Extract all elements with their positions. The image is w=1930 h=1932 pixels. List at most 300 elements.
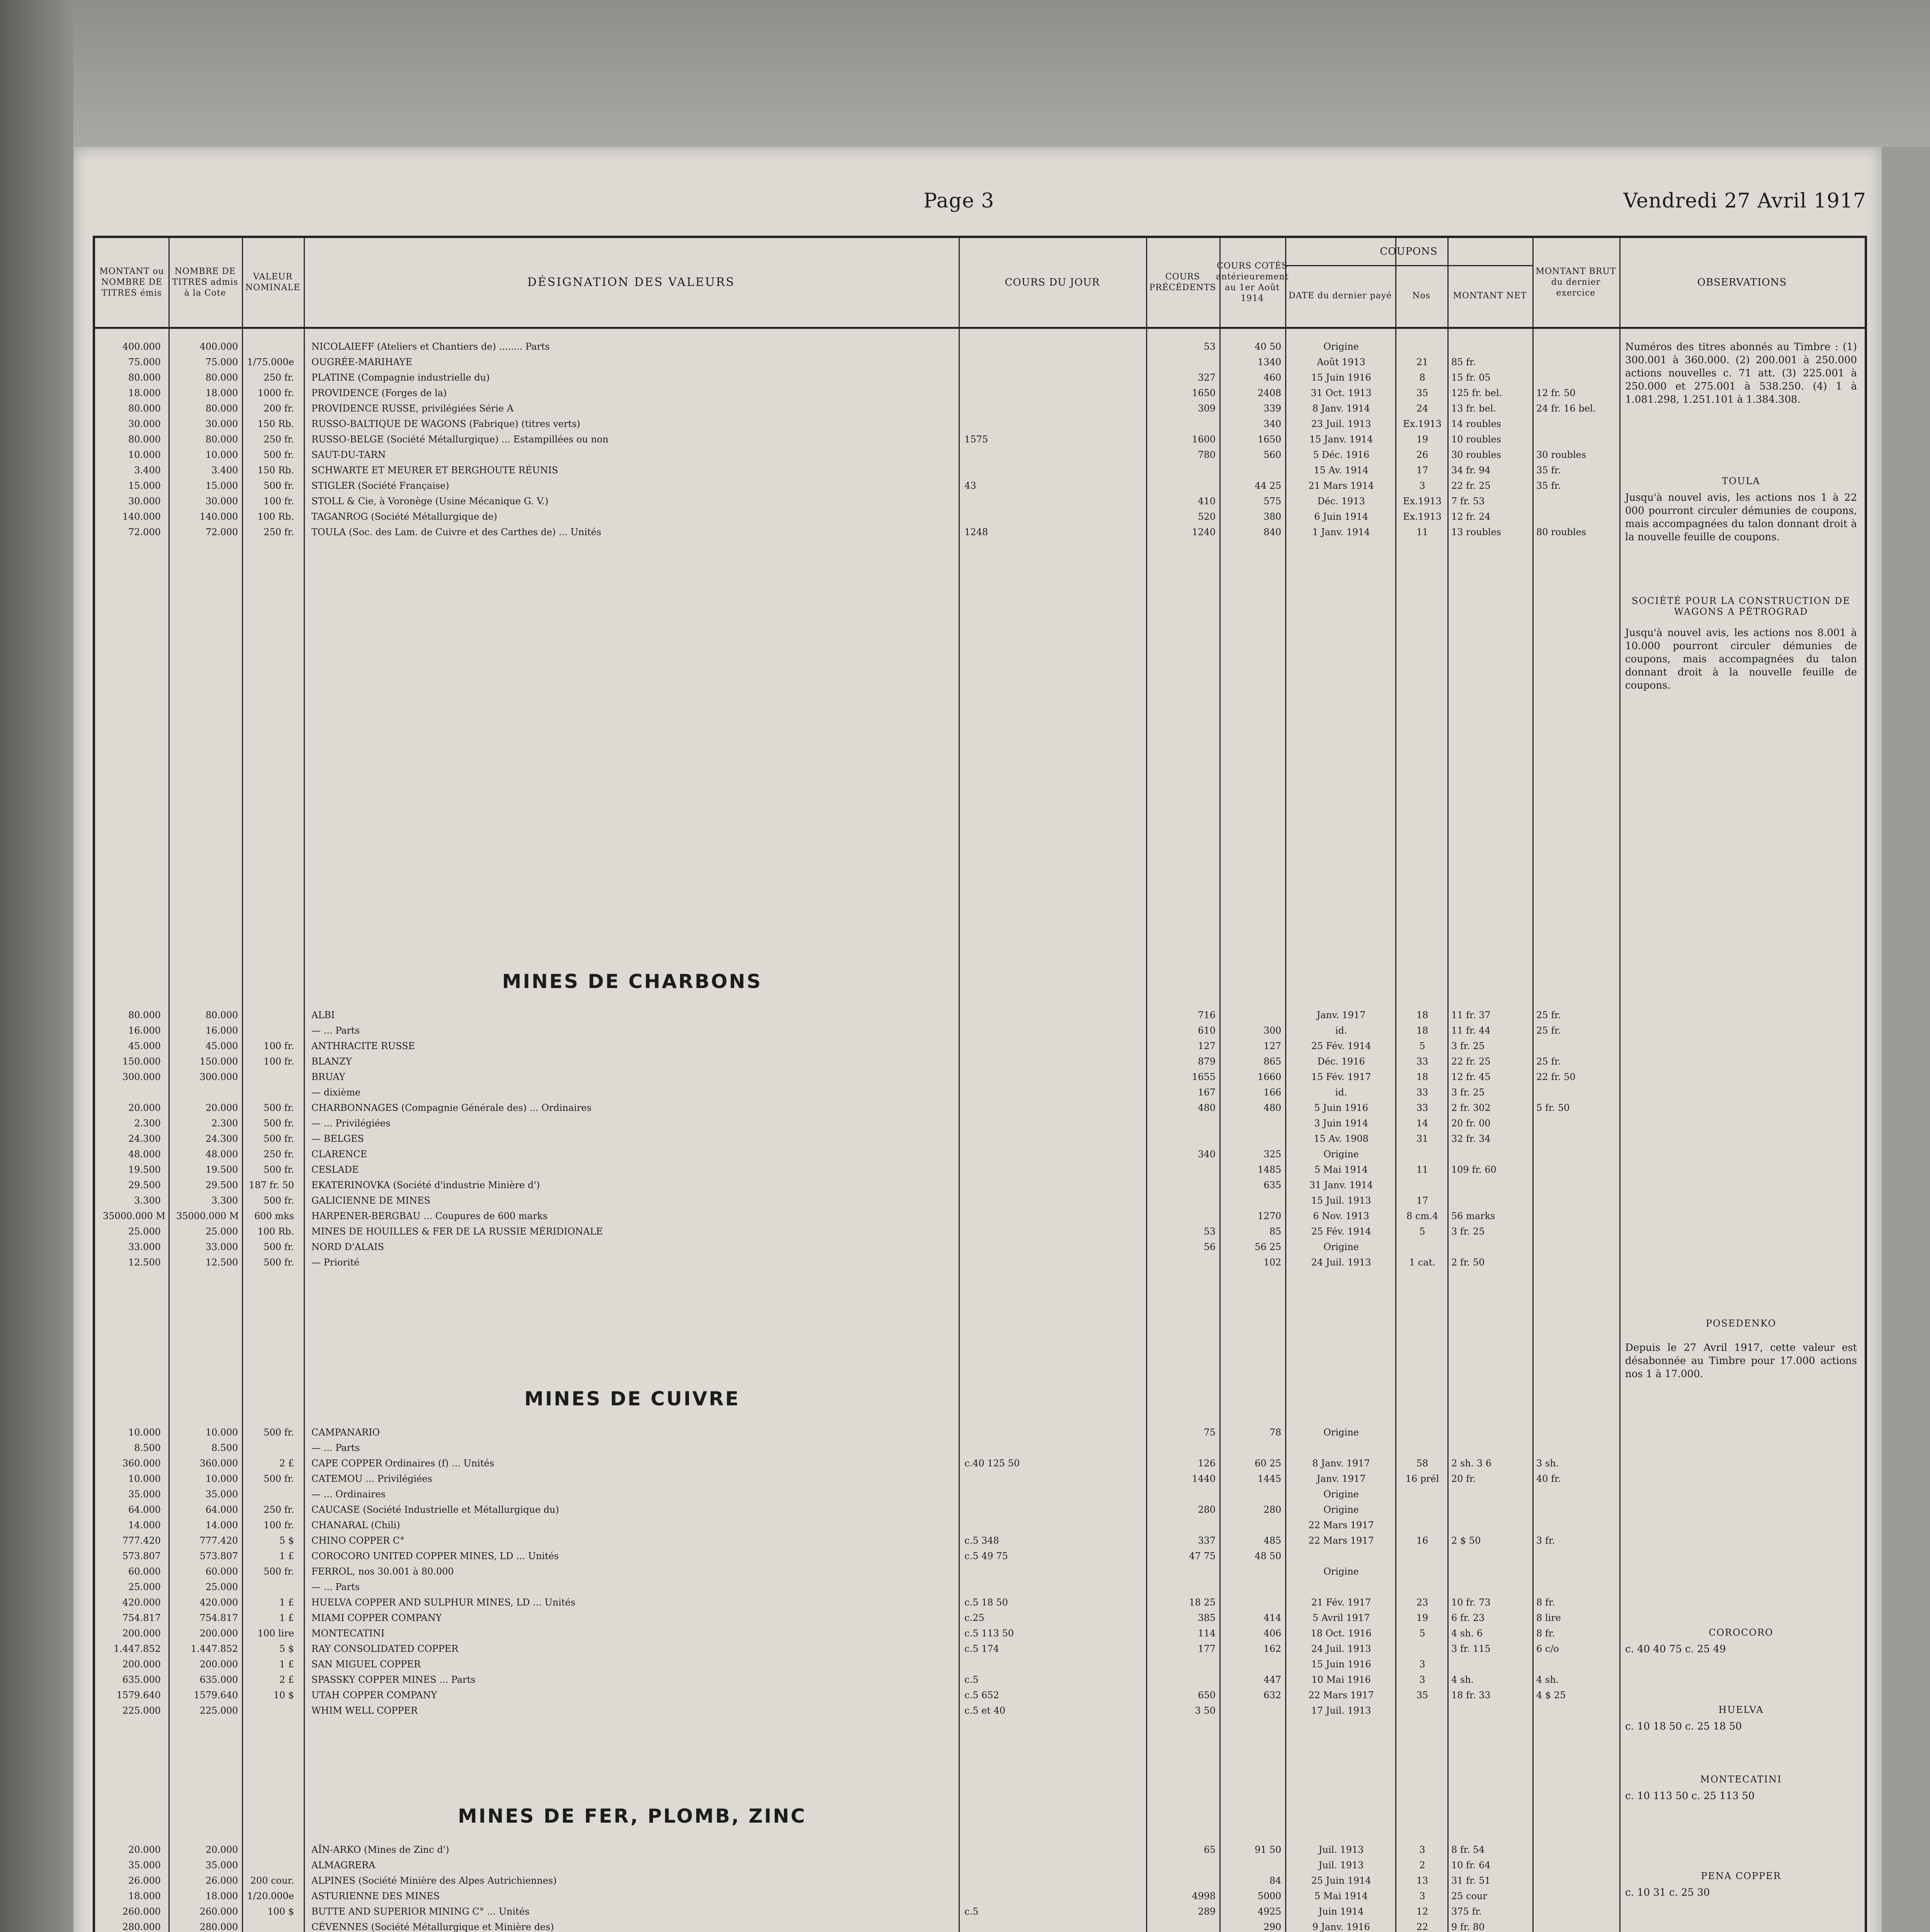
cell-des: EKATERINOVKA (Société d'industrie Minière d'): [311, 1180, 540, 1190]
cell-aout: 632: [1263, 1690, 1281, 1701]
cell-des: ALPINES (Société Minière des Alpes Autrichiennes): [311, 1875, 557, 1886]
cell-no: 23: [1416, 1597, 1428, 1608]
cell-nomb: 573.807: [199, 1551, 238, 1561]
cell-date: Juil. 1913: [1318, 1844, 1364, 1855]
cell-brut: 24 fr. 16 bel.: [1536, 403, 1596, 414]
cell-net: 34 fr. 94: [1451, 465, 1491, 476]
cell-mont: 18.000: [128, 388, 161, 398]
table-row: [95, 402, 1617, 415]
cell-des: HUELVA COPPER AND SULPHUR MINES, LD ... Unités: [311, 1597, 576, 1608]
table-row: [95, 1024, 1617, 1037]
cell-no: 3: [1419, 1891, 1425, 1901]
cell-aout: 406: [1263, 1628, 1281, 1639]
cell-des: CÉVENNES (Société Métallurgique et Minière des): [311, 1922, 554, 1932]
cell-nomb: 260.000: [199, 1906, 238, 1917]
issue-date: Vendredi 27 Avril 1917: [1623, 189, 1866, 213]
table-row: [95, 1040, 1617, 1052]
cell-nomb: 30.000: [206, 496, 238, 507]
cell-val: 500 fr.: [264, 1195, 294, 1206]
cell-date: Juil. 1913: [1318, 1860, 1364, 1871]
cell-des: PLATINE (Compagnie industrielle du): [311, 372, 490, 383]
cell-nomb: 20.000: [206, 1844, 238, 1855]
table-row: [95, 1890, 1617, 1902]
cell-val: 1/20.000e: [247, 1891, 294, 1901]
cell-des: RUSSO-BALTIQUE DE WAGONS (Fabrique) (titres verts): [311, 418, 580, 429]
cell-nomb: 10.000: [206, 1473, 238, 1484]
cell-nomb: 300.000: [199, 1071, 238, 1082]
cell-net: 4 sh.: [1451, 1674, 1474, 1685]
cell-aout: 447: [1263, 1674, 1281, 1685]
cell-mont: 60.000: [128, 1566, 161, 1577]
cell-des: STOLL & Cie, à Voronège (Usine Mécanique G. V.): [311, 496, 549, 507]
cell-date: 8 Janv. 1917: [1312, 1458, 1370, 1469]
cell-no: 18: [1416, 1025, 1428, 1036]
cell-nomb: 140.000: [199, 511, 238, 522]
cell-no: 18: [1416, 1010, 1428, 1020]
cell-prec: 127: [1198, 1041, 1216, 1051]
cell-brut: 25 fr.: [1536, 1025, 1561, 1036]
table-row: [95, 1241, 1617, 1253]
cell-des: HARPENER-BERGBAU ... Coupures de 600 marks: [311, 1211, 548, 1221]
cell-brut: 5 fr. 50: [1536, 1102, 1570, 1113]
cell-val: 1 £: [279, 1612, 294, 1623]
cell-no: 22: [1416, 1922, 1428, 1932]
cell-brut: 25 fr.: [1536, 1056, 1561, 1067]
cell-cours: c.40 125 50: [964, 1458, 1020, 1469]
cell-nomb: 80.000: [206, 372, 238, 383]
cell-prec: 177: [1198, 1643, 1216, 1654]
col-cours-aout: COURS COTÉS antérieurement au 1er Août 1914: [1216, 261, 1289, 303]
cell-date: 10 Mai 1916: [1311, 1674, 1371, 1685]
cell-mont: 29.500: [128, 1180, 161, 1190]
cell-aout: 91 50: [1255, 1844, 1281, 1855]
cell-nomb: 29.500: [206, 1180, 238, 1190]
cell-date: 31 Oct. 1913: [1311, 388, 1372, 398]
cell-mont: 25.000: [128, 1226, 161, 1237]
col-observations: OBSERVATIONS: [1697, 277, 1787, 288]
cell-prec: 340: [1198, 1149, 1216, 1160]
cell-nomb: 200.000: [199, 1659, 238, 1670]
cell-cours: c.5 49 75: [964, 1551, 1008, 1561]
cell-des: FERROL, nos 30.001 à 80.000: [311, 1566, 454, 1577]
cell-net: 125 fr. bel.: [1451, 388, 1502, 398]
cell-no: 35: [1416, 388, 1428, 398]
section-fer: MINES DE FER, PLOMB, ZINC: [458, 1805, 806, 1827]
cell-net: 11 fr. 44: [1451, 1025, 1491, 1036]
cell-mont: 1579.640: [116, 1690, 161, 1701]
table-row: [95, 510, 1617, 523]
cell-date: 9 Janv. 1916: [1312, 1922, 1370, 1932]
page-left-edge: [0, 0, 73, 1932]
cell-nomb: 14.000: [206, 1520, 238, 1531]
cell-no: 3: [1419, 1659, 1425, 1670]
cell-nomb: 19.500: [206, 1164, 238, 1175]
table-row: [95, 464, 1617, 476]
cell-net: 20 fr.: [1451, 1473, 1476, 1484]
cell-des: WHIM WELL COPPER: [311, 1705, 418, 1716]
cell-net: 13 roubles: [1451, 527, 1501, 537]
cell-mont: 10.000: [128, 1473, 161, 1484]
cell-mont: 635.000: [122, 1674, 161, 1685]
page-number: Page 3: [923, 189, 995, 213]
cell-mont: 80.000: [128, 434, 161, 445]
cell-nomb: 8.500: [211, 1442, 238, 1453]
cell-prec: 385: [1198, 1612, 1216, 1623]
cell-date: 25 Fév. 1914: [1311, 1226, 1371, 1237]
cell-brut: 35 fr.: [1536, 480, 1561, 491]
cell-aout: 280: [1263, 1504, 1281, 1515]
cell-val: 500 fr.: [264, 1566, 294, 1577]
cell-date: 6 Juin 1914: [1314, 511, 1368, 522]
cell-no: 5: [1419, 1628, 1425, 1639]
table-row: [95, 1473, 1617, 1485]
table-row: [95, 480, 1617, 492]
cell-des: COROCORO UNITED COPPER MINES, LD ... Unités: [311, 1551, 559, 1561]
cell-nomb: 45.000: [206, 1041, 238, 1051]
cell-val: 500 fr.: [264, 1118, 294, 1129]
cell-nomb: 200.000: [199, 1628, 238, 1639]
cell-cours: 1248: [964, 527, 988, 537]
cell-val: 500 fr.: [264, 1473, 294, 1484]
cell-date: Origine: [1323, 341, 1359, 352]
cell-mont: 35.000: [128, 1860, 161, 1871]
cell-prec: 53: [1204, 341, 1216, 352]
table-row: [95, 1565, 1617, 1578]
cell-date: Janv. 1917: [1316, 1473, 1366, 1484]
cell-prec: 1655: [1192, 1071, 1216, 1082]
cell-nomb: 80.000: [206, 403, 238, 414]
table-row: [95, 1519, 1617, 1531]
cell-net: 31 fr. 51: [1451, 1875, 1491, 1886]
cell-date: 23 Juil. 1913: [1311, 418, 1371, 429]
cell-mont: 2.300: [134, 1118, 161, 1129]
cell-net: 10 roubles: [1451, 434, 1501, 445]
cell-aout: 340: [1263, 418, 1281, 429]
table-row: [95, 1921, 1617, 1932]
cell-date: 25 Fév. 1914: [1311, 1041, 1371, 1051]
cell-aout: 480: [1263, 1102, 1281, 1113]
cell-net: 11 fr. 37: [1451, 1010, 1491, 1020]
cell-no: 5: [1419, 1226, 1425, 1237]
cell-date: 22 Mars 1917: [1308, 1690, 1374, 1701]
cell-cours: c.5: [964, 1906, 979, 1917]
table-row: [95, 1426, 1617, 1439]
cell-mont: 8.500: [134, 1442, 161, 1453]
cell-no: 17: [1416, 1195, 1428, 1206]
cell-prec: 18 25: [1189, 1597, 1216, 1608]
cell-nomb: 18.000: [206, 1891, 238, 1901]
cell-aout: 290: [1263, 1922, 1281, 1932]
cell-date: 15 Juil. 1913: [1311, 1195, 1371, 1206]
cell-aout: 5000: [1257, 1891, 1281, 1901]
cell-no: 19: [1416, 1612, 1428, 1623]
cell-des: CAUCASE (Société Industrielle et Métallurgique du): [311, 1504, 559, 1515]
cell-date: id.: [1335, 1025, 1347, 1036]
cell-net: 13 fr. bel.: [1451, 403, 1496, 414]
cell-val: 250 fr.: [264, 1149, 294, 1160]
running-head: [73, 189, 1882, 224]
table-row: [95, 1581, 1617, 1593]
table-row: [95, 1689, 1617, 1701]
col-coupon-no: Nos: [1412, 291, 1430, 301]
cell-net: 15 fr. 05: [1451, 372, 1491, 383]
cell-date: 15 Av. 1908: [1314, 1133, 1369, 1144]
cell-aout: 1340: [1257, 357, 1281, 367]
cell-no: 13: [1416, 1875, 1428, 1886]
cell-prec: 780: [1198, 449, 1216, 460]
cell-date: 15 Fév. 1917: [1311, 1071, 1371, 1082]
cell-val: 250 fr.: [264, 434, 294, 445]
cell-nomb: 10.000: [206, 1427, 238, 1438]
cell-no: 16: [1416, 1535, 1428, 1546]
table-row: [95, 1071, 1617, 1083]
obs-posedenko: Depuis le 27 Avril 1917, cette valeur est désabonnée au Timbre pour 17.000 actions nos 1 à 17.000.: [1625, 1342, 1857, 1380]
cell-prec: 879: [1198, 1056, 1216, 1067]
cell-cours: c.5: [964, 1674, 979, 1685]
cell-prec: 126: [1198, 1458, 1216, 1469]
cell-net: 30 roubles: [1451, 449, 1501, 460]
cell-val: 200 cour.: [250, 1875, 294, 1886]
cell-date: 5 Avril 1917: [1312, 1612, 1370, 1623]
cell-date: 31 Janv. 1914: [1309, 1180, 1373, 1190]
cell-nomb: 12.500: [206, 1257, 238, 1268]
table-row: [95, 1612, 1617, 1624]
table-row: [95, 1210, 1617, 1222]
cell-des: — ... Parts: [311, 1442, 360, 1453]
cell-aout: 85: [1269, 1226, 1281, 1237]
cell-des: SAN MIGUEL COPPER: [311, 1659, 421, 1670]
cell-nomb: 1.447.852: [190, 1643, 238, 1654]
cell-aout: 166: [1263, 1087, 1281, 1098]
cell-nomb: 25.000: [206, 1582, 238, 1592]
cell-brut: 30 roubles: [1536, 449, 1587, 460]
section-charbons: MINES DE CHARBONS: [502, 970, 762, 993]
cell-date: Août 1913: [1317, 357, 1365, 367]
col-cours-prec: COURS PRÉCÉDENTS: [1149, 272, 1216, 293]
cell-net: 85 fr.: [1451, 357, 1476, 367]
cell-aout: 460: [1263, 372, 1281, 383]
cell-no: 11: [1416, 527, 1428, 537]
cell-prec: 289: [1198, 1906, 1216, 1917]
cell-mont: 80.000: [128, 1010, 161, 1020]
cell-net: 12 fr. 45: [1451, 1071, 1491, 1082]
cell-brut: 40 fr.: [1536, 1473, 1561, 1484]
cell-no: 17: [1416, 465, 1428, 476]
cell-no: 14: [1416, 1118, 1428, 1129]
cell-mont: 16.000: [128, 1025, 161, 1036]
cell-aout: 1445: [1257, 1473, 1281, 1484]
cell-mont: 20.000: [128, 1844, 161, 1855]
obs-toula-head: TOULA: [1722, 476, 1760, 486]
cell-no: Ex.1913: [1403, 511, 1442, 522]
cell-val: 600 mks: [254, 1211, 294, 1221]
col-designation: DÉSIGNATION DES VALEURS: [527, 276, 735, 289]
cell-net: 10 fr. 73: [1451, 1597, 1491, 1608]
cell-date: id.: [1335, 1087, 1347, 1098]
cell-date: 5 Mai 1914: [1314, 1891, 1368, 1901]
cell-nomb: 3.300: [211, 1195, 238, 1206]
cell-cours: c.5 348: [964, 1535, 999, 1546]
cell-val: 100 fr.: [264, 496, 294, 507]
cell-val: 500 fr.: [264, 1164, 294, 1175]
cell-aout: 4925: [1257, 1906, 1281, 1917]
cell-brut: 6 c/o: [1536, 1643, 1559, 1654]
cell-des: ANTHRACITE RUSSE: [311, 1041, 415, 1051]
cell-mont: 360.000: [122, 1458, 161, 1469]
quotation-table: [93, 236, 1867, 1932]
cell-des: RUSSO-BELGE (Société Métallurgique) ... Estampillées ou non: [311, 434, 609, 445]
cell-net: 10 fr. 64: [1451, 1860, 1491, 1871]
cell-mont: 30.000: [128, 418, 161, 429]
cell-brut: 8 fr.: [1536, 1597, 1555, 1608]
cell-date: 15 Juin 1916: [1311, 1659, 1371, 1670]
cell-no: 21: [1416, 357, 1428, 367]
cell-brut: 8 lire: [1536, 1612, 1561, 1623]
cell-aout: 840: [1263, 527, 1281, 537]
cell-date: Origine: [1323, 1504, 1359, 1515]
cell-nomb: 72.000: [206, 527, 238, 537]
cell-des: ALMAGRERA: [311, 1860, 376, 1871]
cell-net: 20 fr. 00: [1451, 1118, 1491, 1129]
cell-des: CATEMOU ... Privilégiées: [311, 1473, 432, 1484]
cell-net: 2 $ 50: [1451, 1535, 1481, 1546]
cell-mont: 3.400: [134, 465, 161, 476]
cell-des: NICOLAIEFF (Ateliers et Chantiers de) ........ Parts: [311, 341, 550, 352]
cell-des: SPASSKY COPPER MINES ... Parts: [311, 1674, 476, 1685]
cell-no: 1 cat.: [1409, 1257, 1435, 1268]
cell-nomb: 150.000: [199, 1056, 238, 1067]
cell-mont: 777.420: [122, 1535, 161, 1546]
cell-aout: 339: [1263, 403, 1281, 414]
cell-val: 250 fr.: [264, 527, 294, 537]
cell-des: — dixième: [311, 1087, 361, 1098]
col-brut: MONTANT BRUT du dernier exercice: [1535, 267, 1616, 298]
cell-mont: 35000.000 M: [103, 1211, 165, 1221]
cell-date: 8 Janv. 1914: [1312, 403, 1370, 414]
table-row: [95, 1627, 1617, 1639]
cell-cours: c.5 113 50: [964, 1628, 1014, 1639]
cell-net: 22 fr. 25: [1451, 1056, 1491, 1067]
cell-no: 3: [1419, 1674, 1425, 1685]
cell-date: Origine: [1323, 1242, 1359, 1252]
cell-aout: 325: [1263, 1149, 1281, 1160]
cell-mont: 754.817: [122, 1612, 161, 1623]
table-row: [95, 1503, 1617, 1516]
cell-net: 7 fr. 53: [1451, 496, 1485, 507]
table-row: [95, 1844, 1617, 1856]
table-row: [95, 1148, 1617, 1160]
cell-prec: 114: [1198, 1628, 1216, 1639]
cell-mont: 24.300: [128, 1133, 161, 1144]
cell-aout: 300: [1263, 1025, 1281, 1036]
cell-date: 15 Juin 1916: [1311, 372, 1371, 383]
cell-brut: 80 roubles: [1536, 527, 1587, 537]
cell-date: 21 Mars 1914: [1308, 480, 1374, 491]
cell-aout: 1660: [1257, 1071, 1281, 1082]
cell-net: 22 fr. 25: [1451, 480, 1491, 491]
cell-aout: 44 25: [1255, 480, 1281, 491]
cell-des: PROVIDENCE RUSSE, privilégiées Série A: [311, 403, 514, 414]
table-row: [95, 1550, 1617, 1562]
cell-mont: 260.000: [122, 1906, 161, 1917]
cell-val: 2 £: [279, 1674, 294, 1685]
cell-val: 500 fr.: [264, 1427, 294, 1438]
table-row: [95, 1874, 1617, 1887]
cell-brut: 3 sh.: [1536, 1458, 1559, 1469]
cell-des: UTAH COPPER COMPANY: [311, 1690, 437, 1701]
cell-des: CHINO COPPER C°: [311, 1535, 405, 1546]
cell-net: 4 sh. 6: [1451, 1628, 1483, 1639]
cell-val: 500 fr.: [264, 1133, 294, 1144]
cell-nomb: 75.000: [206, 357, 238, 367]
cell-net: 56 marks: [1451, 1211, 1495, 1221]
cell-date: Origine: [1323, 1566, 1359, 1577]
cell-mont: 3.300: [134, 1195, 161, 1206]
cell-nomb: 15.000: [206, 480, 238, 491]
cell-no: 8: [1419, 372, 1425, 383]
obs-toula: Jusqu'à nouvel avis, les actions nos 1 à 22 000 pourront circuler démunies de coupons, mais accompagnées du talon donnant droit à la nouvelle feuille de coupons.: [1625, 492, 1857, 543]
cell-mont: 75.000: [128, 357, 161, 367]
cell-date: 5 Mai 1914: [1314, 1164, 1368, 1175]
cell-net: 109 fr. 60: [1451, 1164, 1496, 1175]
cell-no: 19: [1416, 434, 1428, 445]
cell-nomb: 60.000: [206, 1566, 238, 1577]
cell-date: 22 Mars 1917: [1308, 1535, 1374, 1546]
cell-val: 100 Rb.: [257, 511, 294, 522]
cell-mont: 20.000: [128, 1102, 161, 1113]
obs-pena: c. 10 31 c. 25 30: [1625, 1887, 1710, 1898]
cell-aout: 1270: [1257, 1211, 1281, 1221]
col-coupon-net: MONTANT NET: [1453, 291, 1527, 301]
cell-net: 25 cour: [1451, 1891, 1487, 1901]
cell-no: 24: [1416, 403, 1428, 414]
cell-nomb: 777.420: [199, 1535, 238, 1546]
cell-nomb: 16.000: [206, 1025, 238, 1036]
cell-des: RAY CONSOLIDATED COPPER: [311, 1643, 459, 1654]
cell-des: PROVIDENCE (Forges de la): [311, 388, 447, 398]
cell-aout: 84: [1269, 1875, 1281, 1886]
cell-val: 100 fr.: [264, 1056, 294, 1067]
cell-des: MONTECATINI: [311, 1628, 385, 1639]
cell-net: 32 fr. 34: [1451, 1133, 1491, 1144]
table-row: [95, 1055, 1617, 1068]
cell-date: 5 Déc. 1916: [1313, 449, 1370, 460]
col-coupons: COUPONS: [1285, 238, 1532, 266]
cell-no: 33: [1416, 1087, 1428, 1098]
obs-huelva-head: HUELVA: [1718, 1704, 1764, 1715]
table-row: [95, 1643, 1617, 1655]
cell-mont: 10.000: [128, 1427, 161, 1438]
cell-des: TAGANROG (Société Métallurgique de): [311, 511, 497, 522]
cell-des: MIAMI COPPER COMPANY: [311, 1612, 442, 1623]
cell-prec: 56: [1204, 1242, 1216, 1252]
cell-cours: c.25: [964, 1612, 985, 1623]
cell-prec: 610: [1198, 1025, 1216, 1036]
cell-des: MINES DE HOUILLES & FER DE LA RUSSIE MÉRIDIONALE: [311, 1226, 603, 1237]
cell-nomb: 35.000: [206, 1860, 238, 1871]
cell-date: 1 Janv. 1914: [1312, 527, 1370, 537]
cell-val: 500 fr.: [264, 480, 294, 491]
cell-des: TOULA (Soc. des Lam. de Cuivre et des Carthes de) ... Unités: [311, 527, 602, 537]
table-row: [95, 340, 1617, 353]
cell-mont: 35.000: [128, 1489, 161, 1500]
table-row: [95, 1086, 1617, 1099]
cell-val: 100 lire: [257, 1628, 294, 1639]
obs-petrograd: Jusqu'à nouvel avis, les actions nos 8.001 à 10.000 pourront circuler démunies de coupons, mais accompagnées du talon donnant droit à la nouvelle feuille de coupons.: [1625, 627, 1857, 691]
cell-nomb: 80.000: [206, 1010, 238, 1020]
table-row: [95, 1133, 1617, 1145]
cell-val: 2 £: [279, 1458, 294, 1469]
